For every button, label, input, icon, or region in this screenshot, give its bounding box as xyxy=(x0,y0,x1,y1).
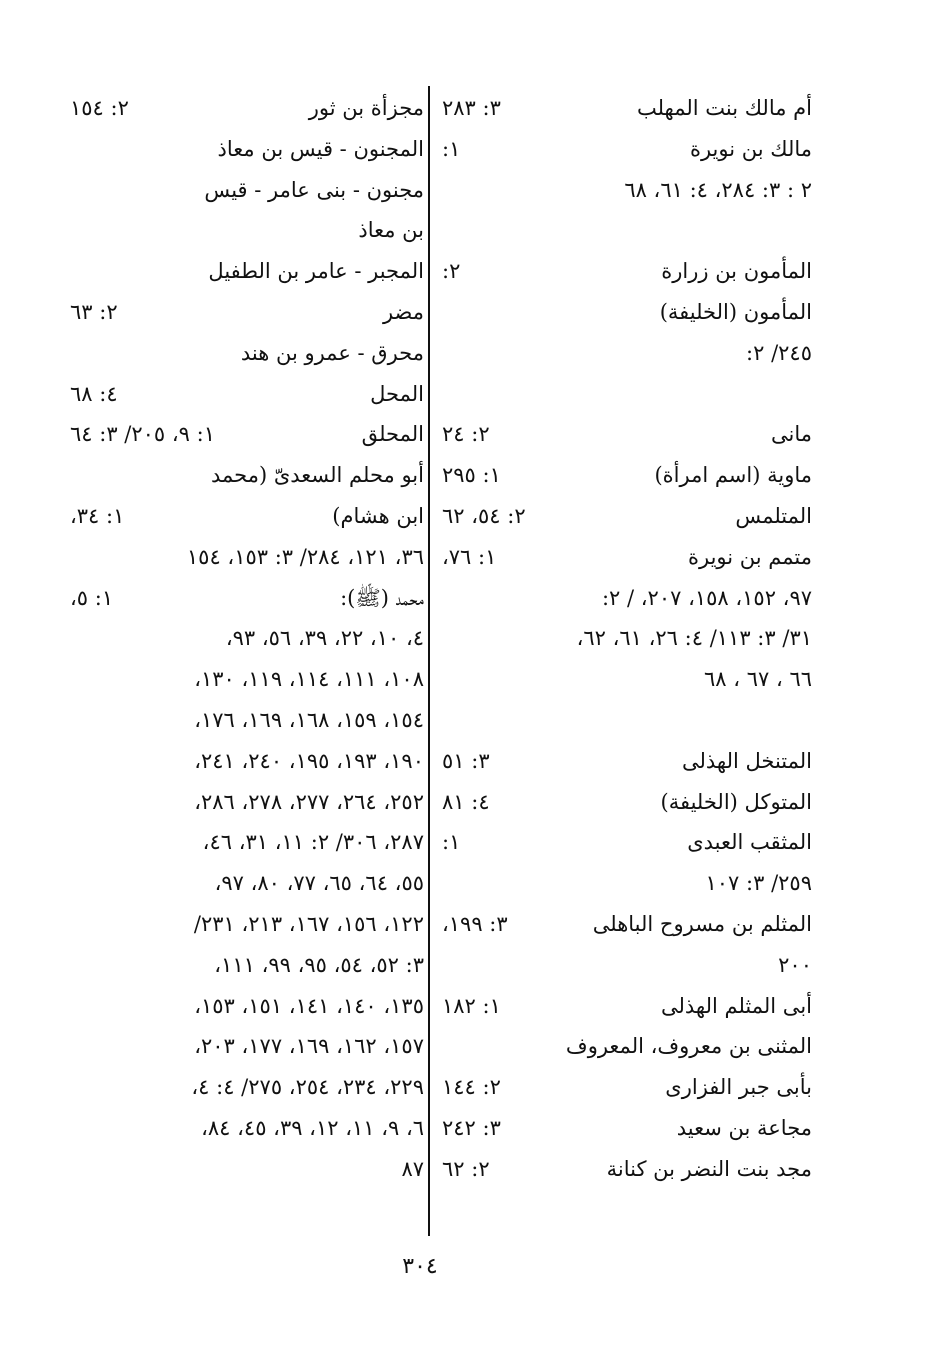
index-entry xyxy=(438,1149,812,1190)
entry-name: مالك بن نويرة xyxy=(689,136,812,161)
entry-references: ١: ٧٦، xyxy=(442,544,497,569)
entry-references: ٣: ٢٤٢ xyxy=(442,1115,501,1140)
entry-name: المتوكل (الخليفة) xyxy=(660,789,812,814)
entry-references: ٢: ٦٢ xyxy=(442,1156,490,1181)
column-divider xyxy=(428,86,430,1236)
index-entry xyxy=(438,251,812,292)
index-entry xyxy=(438,88,812,129)
entry-references: ٢٤٥/ ٢: xyxy=(746,340,812,365)
entry-references: ١: ١٨٢ xyxy=(442,993,501,1018)
index-entry xyxy=(438,863,812,904)
entry-references: ٤، ١٠، ٢٢، ٣٩، ٥٦، ٩٣، xyxy=(225,626,424,651)
entry-references: ١: ٣٤، xyxy=(70,503,125,528)
entry-name: أبو محلم السعدىّ (محمد xyxy=(210,463,424,488)
entry-references: ٢: ٢٤ xyxy=(442,422,490,447)
index-entry xyxy=(438,1108,812,1149)
entry-references: ٥٥، ٦٤، ٦٥، ٧٧، ٨٠، ٩٧، xyxy=(214,871,424,896)
entry-name: المأمون (الخليفة) xyxy=(659,299,812,324)
index-entry xyxy=(66,863,424,904)
index-entry xyxy=(438,618,812,659)
index-entry xyxy=(66,741,424,782)
index-entry xyxy=(66,986,424,1027)
index-entry xyxy=(66,782,424,823)
index-entry xyxy=(66,455,424,496)
index-entry xyxy=(66,251,424,292)
index-column-right xyxy=(438,88,812,1190)
entry-name: المحلق xyxy=(361,422,424,447)
index-entry xyxy=(66,496,424,537)
index-entry xyxy=(438,333,812,374)
entry-references: ٦٦ ، ٦٧ ، ٦٨ xyxy=(704,667,812,692)
entry-name: المثنى بن معروف، المعروف xyxy=(565,1034,812,1059)
index-entry xyxy=(66,374,424,415)
entry-references: ٢: ١٥٤ xyxy=(70,96,129,120)
entry-references: ١: ٩، ٢٠٥/ ٣: ٦٤ xyxy=(70,422,215,447)
entry-references: ٢: ١٤٤ xyxy=(442,1075,501,1100)
entry-name: مضر xyxy=(382,299,424,324)
index-entry xyxy=(66,1108,424,1149)
index-entry xyxy=(438,945,812,986)
entry-references: ٢٠٠ xyxy=(778,952,812,977)
entry-references: ٦، ٩، ١١، ١٢، ٣٩، ٤٥، ٨٤، xyxy=(201,1115,424,1140)
entry-references: ٢٥٢، ٢٦٤، ٢٧٧، ٢٧٨، ٢٨٦، xyxy=(194,789,424,814)
index-entry xyxy=(66,700,424,741)
entry-references: ٢٨٧، ٣٠٦/ ٢: ١١، ٣١، ٤٦، xyxy=(202,830,424,855)
entry-references: ٣٦، ١٢١، ٢٨٤/ ٣: ١٥٣، ١٥٤ xyxy=(186,544,424,569)
entry-name: مجاعة بن سعيد xyxy=(676,1115,812,1140)
index-entry xyxy=(66,292,424,333)
entry-references: ١٥٧، ١٦٢، ١٦٩، ١٧٧، ٢٠٣، xyxy=(194,1034,424,1059)
entry-name: مانى xyxy=(771,422,812,447)
index-entry xyxy=(66,414,424,455)
index-entry xyxy=(66,129,424,170)
entry-name: المثلم بن مسروح الباهلى xyxy=(592,911,812,936)
entry-references: ٣: ٥١ xyxy=(442,748,490,773)
index-entry xyxy=(438,904,812,945)
index-entry xyxy=(66,945,424,986)
page-number: ٣٠٤ xyxy=(402,1254,438,1279)
entry-name: المحل xyxy=(370,381,424,406)
entry-references: ٢٢٩، ٢٣٤، ٢٥٤، ٢٧٥/ ٤: ٤، xyxy=(191,1075,424,1100)
index-entry xyxy=(438,210,812,251)
index-column-left xyxy=(66,88,424,1190)
entry-name: مجنون - بنى عامر - قيس xyxy=(204,177,424,202)
entry-references: ١: ٥، xyxy=(70,585,114,610)
entry-name: المتنخل الهذلى xyxy=(681,748,812,773)
entry-name: محرق - عمرو بن هند xyxy=(240,340,424,365)
index-entry xyxy=(66,659,424,700)
entry-references: ١٣٥، ١٤٠، ١٤١، ١٥١، ١٥٣، xyxy=(194,993,424,1018)
index-entry xyxy=(438,129,812,170)
index-entry xyxy=(438,700,812,741)
index-entry xyxy=(66,170,424,211)
entry-references: ٢: xyxy=(442,259,461,284)
entry-references: ١: ٢٩٥ xyxy=(442,463,501,488)
entry-references: ٢: ٥٤، ٦٢ xyxy=(442,503,526,528)
entry-references: ٤: ٦٨ xyxy=(70,381,118,406)
entry-references: ٣١/ ٣: ١١٣/ ٤: ٢٦، ٦١، ٦٢، xyxy=(576,626,812,651)
entry-references: ٢ : ٣: ٢٨٤، ٤: ٦١، ٦٨ xyxy=(624,177,812,202)
index-entry xyxy=(66,1026,424,1067)
entry-references: ٤: ٨١ xyxy=(442,789,490,814)
entry-references: ١: xyxy=(442,136,461,161)
index-entry xyxy=(66,578,424,619)
entry-references: ٣: ٥٢، ٥٤، ٩٥، ٩٩، ١١١، xyxy=(214,952,424,977)
entry-references: ١٠٨، ١١١، ١١٤، ١١٩، ١٣٠، xyxy=(194,667,424,692)
entry-references: ١٥٤، ١٥٩، ١٦٨، ١٦٩، ١٧٦، xyxy=(194,707,424,732)
entry-name: المجنون - قيس بن معاذ xyxy=(217,136,424,161)
index-entry xyxy=(66,1067,424,1108)
index-entry xyxy=(438,1026,812,1067)
entry-name: مجزأة بن ثور xyxy=(308,96,424,120)
index-entry xyxy=(438,1067,812,1108)
index-entry xyxy=(438,414,812,455)
entry-references: ٢: ٦٣ xyxy=(70,299,118,324)
entry-references: ٨٧ xyxy=(401,1156,424,1181)
index-entry xyxy=(66,88,424,129)
entry-name: ابن هشام) xyxy=(332,503,424,528)
entry-name: المأمون بن زرارة xyxy=(661,259,812,284)
entry-name: محمد (ﷺ): xyxy=(340,585,424,610)
index-entry xyxy=(438,782,812,823)
index-entry xyxy=(438,578,812,619)
index-entry xyxy=(438,374,812,415)
entry-name: المثقب العبدى xyxy=(687,830,812,855)
index-entry xyxy=(66,1149,424,1190)
entry-name: أم مالك بنت المهلب xyxy=(636,96,812,120)
index-entry xyxy=(66,333,424,374)
entry-name: متمم بن نويرة xyxy=(687,544,812,569)
index-entry xyxy=(66,537,424,578)
entry-name: بن معاذ xyxy=(358,218,424,243)
entry-references: ١٢٢، ١٥٦، ١٦٧، ٢١٣، ٢٣١/ xyxy=(193,911,424,936)
entry-name: المجبر - عامر بن الطفيل xyxy=(208,259,424,284)
entry-references: ٣: ١٩٩، xyxy=(442,911,508,936)
index-entry xyxy=(66,618,424,659)
index-entry xyxy=(438,537,812,578)
index-entry xyxy=(438,170,812,211)
index-entry xyxy=(66,822,424,863)
entry-references: ٢٥٩/ ٣: ١٠٧ xyxy=(705,871,812,896)
entry-name: مجد بنت النضر بن كنانة xyxy=(606,1156,812,1181)
index-entry xyxy=(66,904,424,945)
entry-references: ٣: ٢٨٣ xyxy=(442,96,501,120)
entry-references: ٩٧، ١٥٢، ١٥٨، ٢٠٧، / ٢: xyxy=(601,585,812,610)
index-entry xyxy=(66,210,424,251)
index-entry xyxy=(438,455,812,496)
entry-name: بأبى جبر الفزارى xyxy=(665,1075,812,1100)
index-entry xyxy=(438,822,812,863)
entry-name: المتلمس xyxy=(735,503,812,528)
entry-references: ١: xyxy=(442,830,461,855)
index-entry xyxy=(438,659,812,700)
entry-references: ١٩٠، ١٩٣، ١٩٥، ٢٤٠، ٢٤١، xyxy=(194,748,424,773)
index-entry xyxy=(438,292,812,333)
entry-name: أبى المثلم الهذلى xyxy=(660,993,812,1018)
index-entry xyxy=(438,496,812,537)
entry-name: ماوية (اسم امرأة) xyxy=(654,463,812,488)
index-entry xyxy=(438,741,812,782)
index-entry xyxy=(438,986,812,1027)
